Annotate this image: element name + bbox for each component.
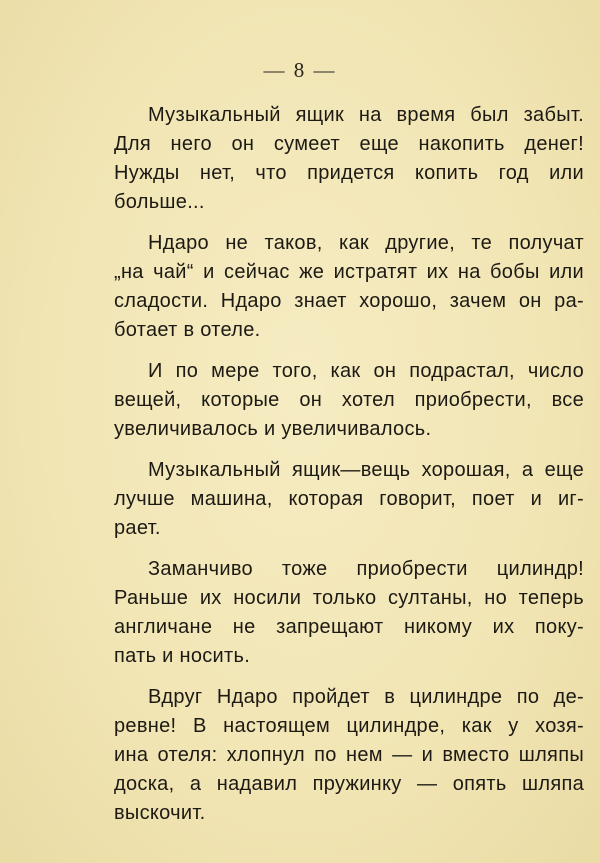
text-line: „на чай“ и сейчас же истратят их на бобы или bbox=[114, 261, 584, 283]
text-line: И по мере того, как он подрастал, число bbox=[148, 360, 584, 382]
paragraph-5 bbox=[114, 555, 584, 671]
text-line: Раньше их носили только султаны, но теперь bbox=[114, 587, 584, 609]
text-line: пать и носить. bbox=[114, 645, 251, 667]
text-line: Ндаро не таков, как другие, те получат bbox=[148, 232, 584, 254]
text-line: лучше машина, которая говорит, поет и иг- bbox=[114, 488, 584, 510]
text-line: Вдруг Ндаро пройдет в цилиндре по де- bbox=[148, 686, 584, 708]
text-line: Заманчиво тоже приобрести цилиндр! bbox=[148, 558, 584, 580]
text-line: больше... bbox=[114, 191, 205, 213]
text-line: сладости. Ндаро знает хорошо, зачем он ра- bbox=[114, 290, 584, 312]
text-line: вещей, которые он хотел приобрести, все bbox=[114, 389, 584, 411]
text-line: Для него он сумеет еще накопить денег! bbox=[114, 133, 584, 155]
text-line: рает. bbox=[114, 517, 161, 539]
paragraph-1 bbox=[114, 101, 584, 217]
page-number: — 8 — bbox=[263, 58, 337, 82]
paragraph-3 bbox=[114, 357, 584, 444]
text-line: Нужды нет, что придется копить год или bbox=[114, 162, 584, 184]
text-line: увеличивалось и увеличивалось. bbox=[114, 418, 432, 440]
text-line: ина отеля: хлопнул по нем — и вместо шляпы bbox=[114, 744, 584, 766]
text-line: ботает в отеле. bbox=[114, 319, 261, 341]
text-line: доска, а надавил пружинку — опять шляпа bbox=[114, 773, 584, 795]
text-line: ревне! В настоящем цилиндре, как у хозя- bbox=[114, 715, 584, 737]
text-line: выскочит. bbox=[114, 802, 206, 824]
paragraph-4 bbox=[114, 456, 584, 543]
text-line: Музыкальный ящик на время был забыт. bbox=[148, 104, 584, 126]
paragraph-2 bbox=[114, 229, 584, 345]
paragraph-6 bbox=[114, 683, 584, 828]
text-line: англичане не запрещают никому их поку- bbox=[114, 616, 584, 638]
body-text bbox=[114, 101, 584, 840]
text-line: Музыкальный ящик—вещь хорошая, а еще bbox=[148, 459, 584, 481]
